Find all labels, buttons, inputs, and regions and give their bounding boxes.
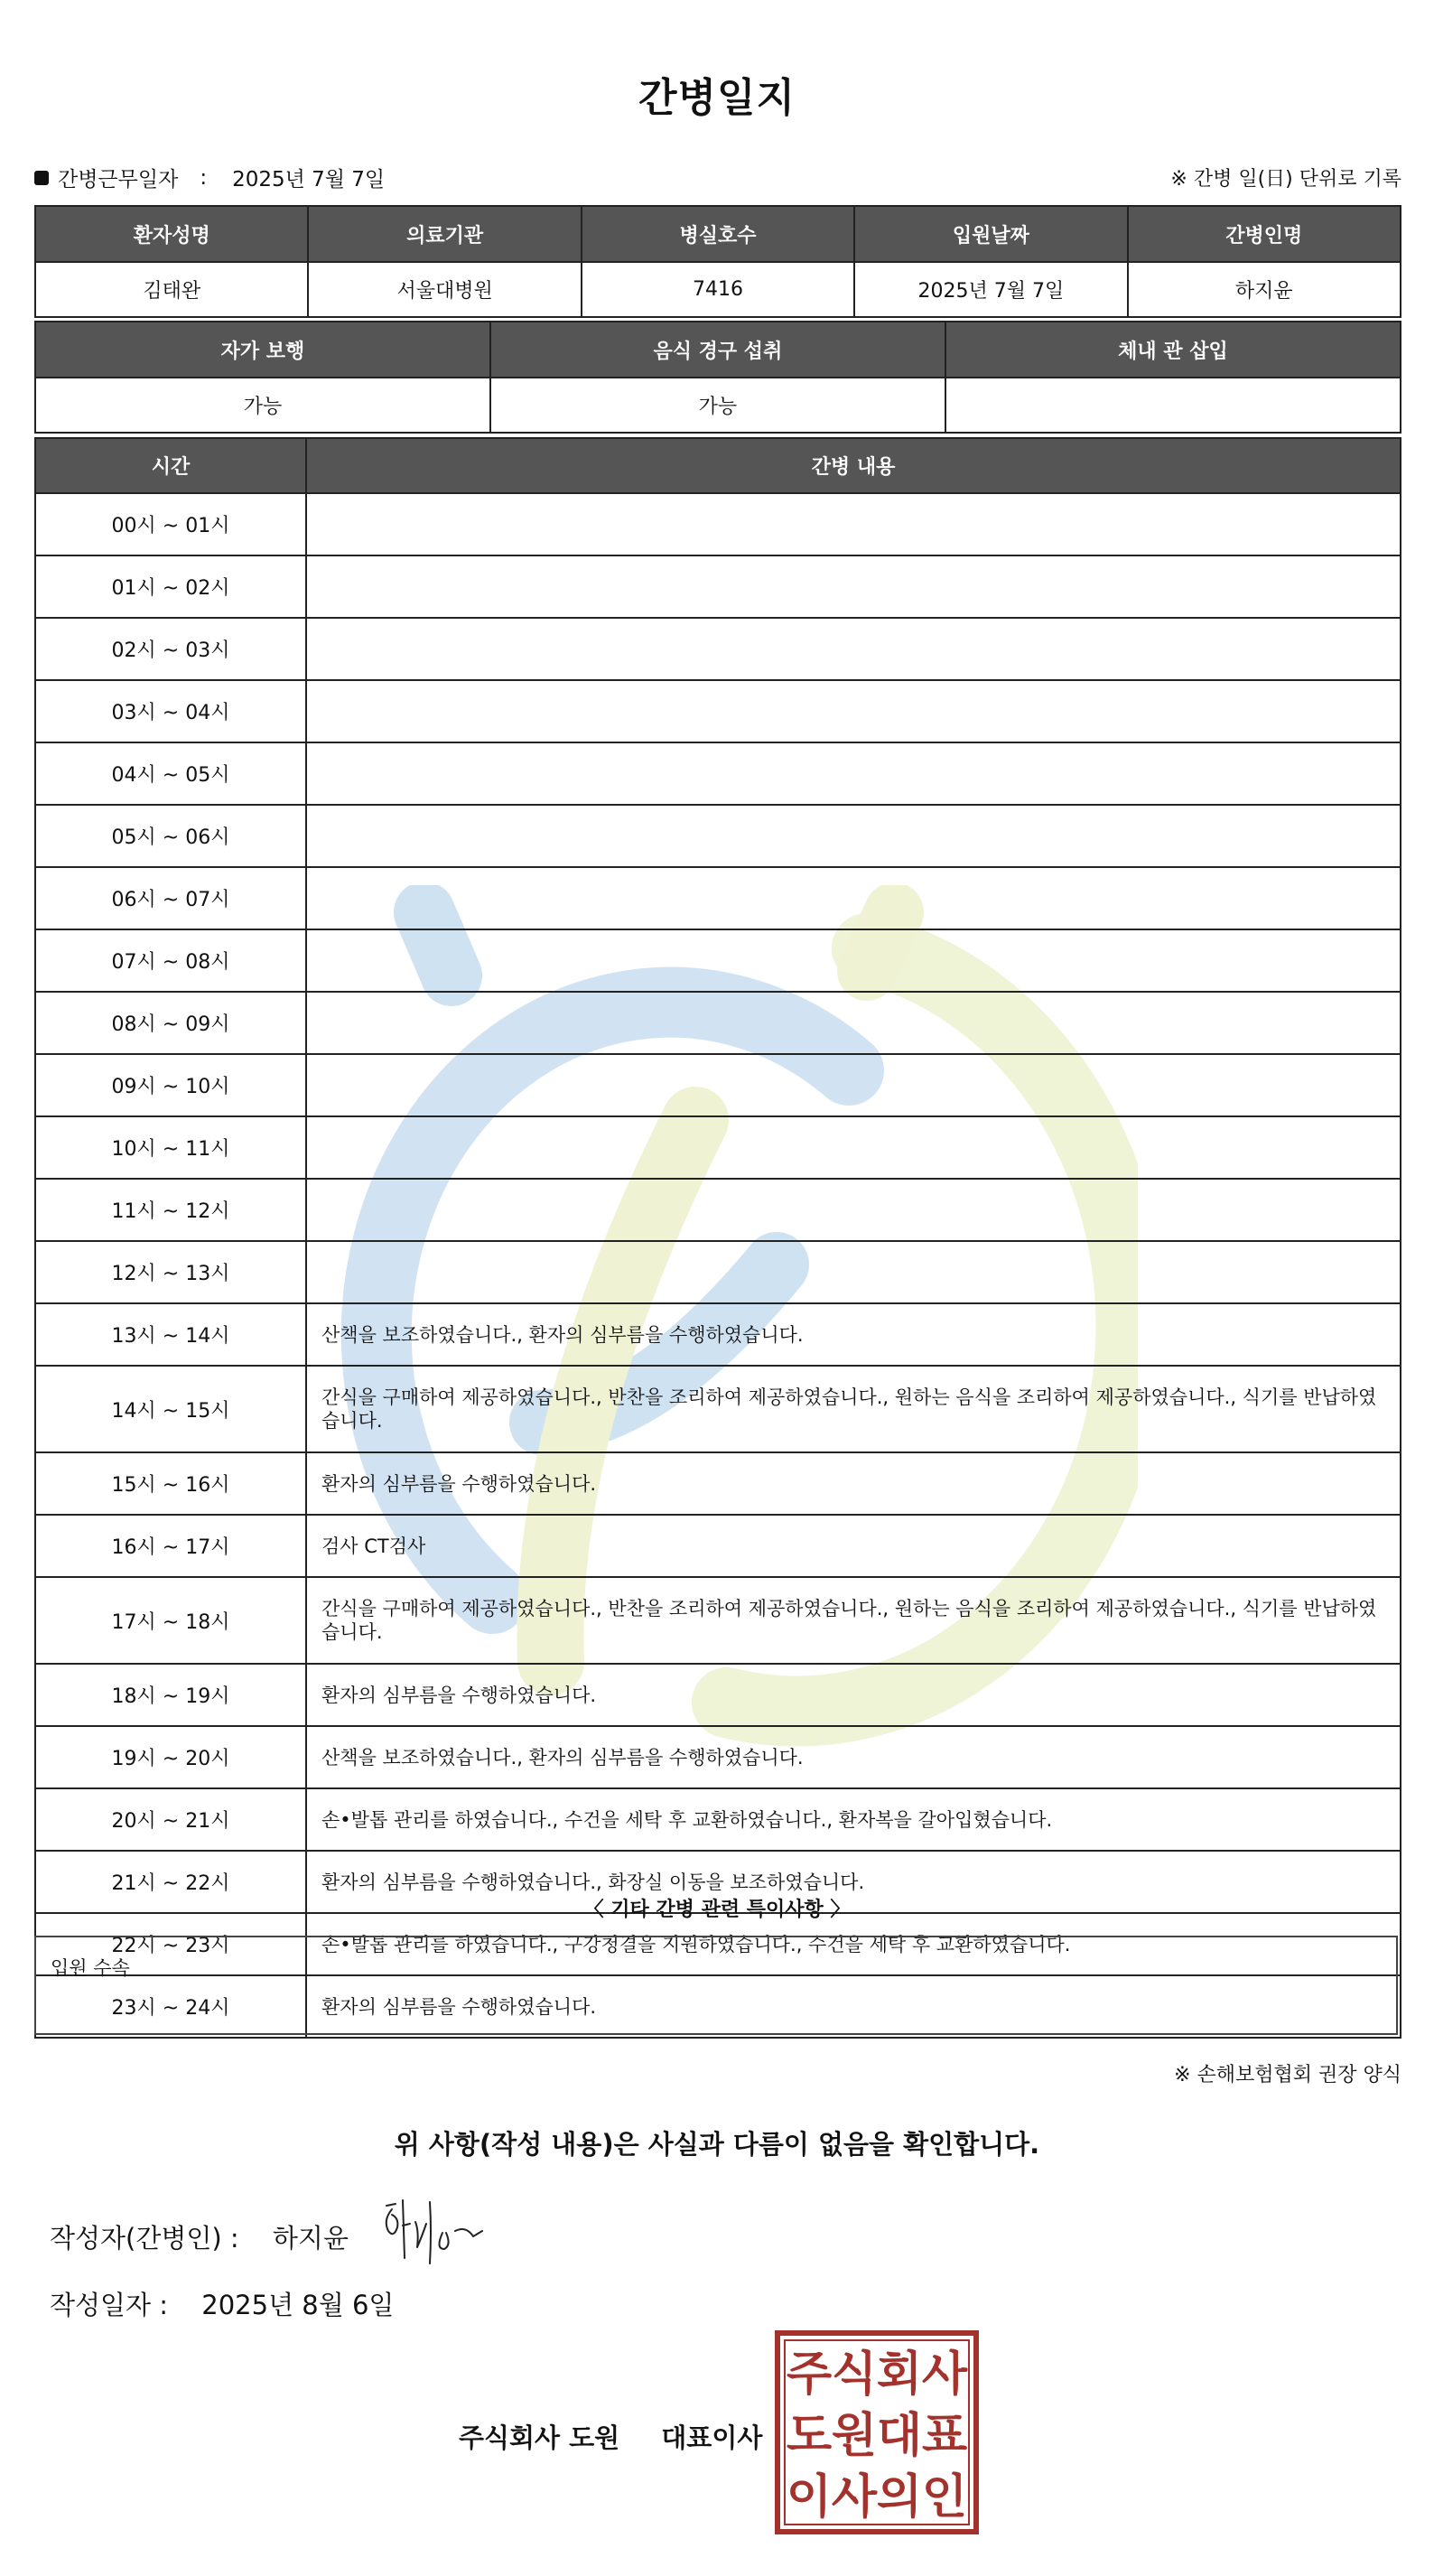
daily-record-note: ※ 간병 일(日) 단위로 기록 — [1170, 168, 1401, 191]
room-number: 7416 — [582, 262, 854, 317]
row-time: 05시 ~ 06시 — [35, 805, 306, 867]
row-time: 21시 ~ 22시 — [35, 1851, 306, 1913]
table-row — [35, 1366, 1401, 1452]
svg-text:사: 사 — [831, 2470, 878, 2525]
row-content: 손•발톱 관리를 하였습니다., 수건을 세탁 후 교환하였습니다., 환자복을 갈아입혔습니다. — [306, 1788, 1401, 1851]
svg-text:표: 표 — [921, 2409, 968, 2463]
table-row — [35, 867, 1401, 929]
row-content — [306, 742, 1401, 805]
row-content — [306, 618, 1401, 680]
row-content — [306, 1241, 1401, 1303]
company-name: 주식회사 도원 — [459, 2422, 620, 2453]
row-time: 02시 ~ 03시 — [35, 618, 306, 680]
table-row — [35, 1054, 1401, 1116]
row-time: 22시 ~ 23시 — [35, 1913, 306, 1975]
table-row — [35, 1515, 1401, 1577]
write-date-value: 2025년 8월 6일 — [201, 2290, 395, 2320]
write-date-label: 작성일자 : — [50, 2290, 169, 2320]
table-row — [35, 493, 1401, 555]
row-time: 15시 ~ 16시 — [35, 1452, 306, 1515]
row-time: 07시 ~ 08시 — [35, 929, 306, 992]
row-time: 17시 ~ 18시 — [35, 1577, 306, 1664]
header-caregiver-name: 간병인명 — [1128, 206, 1401, 262]
svg-text:이: 이 — [786, 2470, 833, 2525]
table-row — [35, 805, 1401, 867]
row-time: 19시 ~ 20시 — [35, 1726, 306, 1788]
header-care-content: 간병 내용 — [306, 438, 1401, 493]
header-oral-intake: 음식 경구 섭취 — [490, 322, 945, 378]
row-time: 18시 ~ 19시 — [35, 1664, 306, 1726]
patient-status-table — [34, 321, 1401, 434]
row-time: 00시 ~ 01시 — [35, 493, 306, 555]
row-time: 03시 ~ 04시 — [35, 680, 306, 742]
table-row — [35, 929, 1401, 992]
row-time: 12시 ~ 13시 — [35, 1241, 306, 1303]
row-time: 10시 ~ 11시 — [35, 1116, 306, 1179]
row-content — [306, 929, 1401, 992]
svg-text:원: 원 — [831, 2409, 878, 2463]
svg-text:식: 식 — [831, 2347, 878, 2402]
row-content: 검사 CT검사 — [306, 1515, 1401, 1577]
work-date — [34, 163, 385, 192]
row-content — [306, 493, 1401, 555]
row-content: 산책을 보조하였습니다., 환자의 심부름을 수행하였습니다. — [306, 1303, 1401, 1366]
patient-info-table — [34, 205, 1401, 318]
row-content: 환자의 심부름을 수행하였습니다. — [306, 1664, 1401, 1726]
row-content: 환자의 심부름을 수행하였습니다., 화장실 이동을 보조하였습니다. — [306, 1851, 1401, 1913]
row-content — [306, 992, 1401, 1054]
table-row — [35, 1788, 1401, 1851]
svg-text:회: 회 — [876, 2347, 923, 2402]
row-content — [306, 1179, 1401, 1241]
header-tube-insertion: 체내 관 삽입 — [945, 322, 1401, 378]
bullet-square-icon — [34, 171, 49, 185]
company-ceo-title: 대표이사 — [661, 2422, 763, 2453]
table-row — [35, 1726, 1401, 1788]
svg-text:인: 인 — [921, 2470, 968, 2525]
row-time: 23시 ~ 24시 — [35, 1975, 306, 2038]
special-notes-title: 〈 기타 간병 관련 특이사항 〉 — [583, 1899, 851, 1921]
row-time: 11시 ~ 12시 — [35, 1179, 306, 1241]
header-room-number: 병실호수 — [582, 206, 854, 262]
care-log-table — [34, 437, 1401, 2039]
row-content: 간식을 구매하여 제공하였습니다., 반찬을 조리하여 제공하였습니다., 원하는 음식을 조리하여 제공하였습니다., 식기를 반납하였습니다. — [306, 1366, 1401, 1452]
document-title: 간병일지 — [638, 75, 796, 121]
svg-text:주: 주 — [786, 2347, 833, 2402]
oral-intake: 가능 — [490, 378, 945, 433]
row-content — [306, 1116, 1401, 1179]
svg-text:대: 대 — [876, 2409, 923, 2463]
writer-label: 작성자(간병인) : — [50, 2223, 239, 2254]
handwritten-signature — [379, 2195, 515, 2272]
row-content — [306, 555, 1401, 618]
row-time: 13시 ~ 14시 — [35, 1303, 306, 1366]
self-walking: 가능 — [35, 378, 490, 433]
header-admission-date: 입원날짜 — [854, 206, 1127, 262]
row-time: 04시 ~ 05시 — [35, 742, 306, 805]
header-self-walking: 자가 보행 — [35, 322, 490, 378]
confirmation-statement: 위 사항(작성 내용)은 사실과 다름이 없음을 확인합니다. — [394, 2129, 1040, 2160]
table-row — [35, 742, 1401, 805]
table-row — [35, 1577, 1401, 1664]
row-time: 06시 ~ 07시 — [35, 867, 306, 929]
table-row — [35, 1452, 1401, 1515]
row-content: 산책을 보조하였습니다., 환자의 심부름을 수행하였습니다. — [306, 1726, 1401, 1788]
admission-date: 2025년 7월 7일 — [854, 262, 1127, 317]
row-time: 01시 ~ 02시 — [35, 555, 306, 618]
table-row — [35, 680, 1401, 742]
row-time: 20시 ~ 21시 — [35, 1788, 306, 1851]
row-content: 환자의 심부름을 수행하였습니다. — [306, 1452, 1401, 1515]
table-row — [35, 555, 1401, 618]
table-row — [35, 992, 1401, 1054]
header-hospital: 의료기관 — [308, 206, 581, 262]
work-date-value: 2025년 7월 7일 — [232, 168, 386, 191]
row-time: 14시 ~ 15시 — [35, 1366, 306, 1452]
row-content — [306, 680, 1401, 742]
special-notes-box: 입원 수속 — [34, 1936, 1398, 2035]
table-row — [35, 1664, 1401, 1726]
writer-line — [50, 2218, 349, 2255]
hospital: 서울대병원 — [308, 262, 581, 317]
row-content — [306, 805, 1401, 867]
row-content: 손•발톱 관리를 하였습니다., 구강청결을 지원하였습니다., 수건을 세탁 후 교환하였습니다. — [306, 1913, 1401, 1975]
writer-name: 하지윤 — [272, 2223, 349, 2254]
table-row — [35, 1179, 1401, 1241]
work-date-label: 간병근무일자 — [58, 168, 179, 191]
svg-text:도: 도 — [786, 2409, 833, 2463]
row-time: 08시 ~ 09시 — [35, 992, 306, 1054]
row-content: 환자의 심부름을 수행하였습니다. — [306, 1975, 1401, 2038]
row-content: 간식을 구매하여 제공하였습니다., 반찬을 조리하여 제공하였습니다., 원하는 음식을 조리하여 제공하였습니다., 식기를 반납하였습니다. — [306, 1577, 1401, 1664]
header-time: 시간 — [35, 438, 306, 493]
row-content — [306, 867, 1401, 929]
table-row — [35, 1241, 1401, 1303]
row-time: 16시 ~ 17시 — [35, 1515, 306, 1577]
row-time: 09시 ~ 10시 — [35, 1054, 306, 1116]
company-line — [459, 2418, 762, 2455]
write-date-line — [50, 2285, 394, 2322]
header-patient-name: 환자성명 — [35, 206, 308, 262]
caregiver-name: 하지윤 — [1128, 262, 1401, 317]
insurance-association-note: ※ 손해보험협회 권장 양식 — [1174, 2064, 1401, 2086]
work-date-colon: : — [200, 165, 208, 190]
patient-name: 김태완 — [35, 262, 308, 317]
table-row — [35, 1303, 1401, 1366]
table-row — [35, 618, 1401, 680]
row-content — [306, 1054, 1401, 1116]
svg-text:의: 의 — [876, 2470, 923, 2525]
tube-insertion — [945, 378, 1401, 433]
company-seal-stamp — [775, 2330, 979, 2534]
svg-text:사: 사 — [921, 2347, 968, 2402]
table-row — [35, 1116, 1401, 1179]
